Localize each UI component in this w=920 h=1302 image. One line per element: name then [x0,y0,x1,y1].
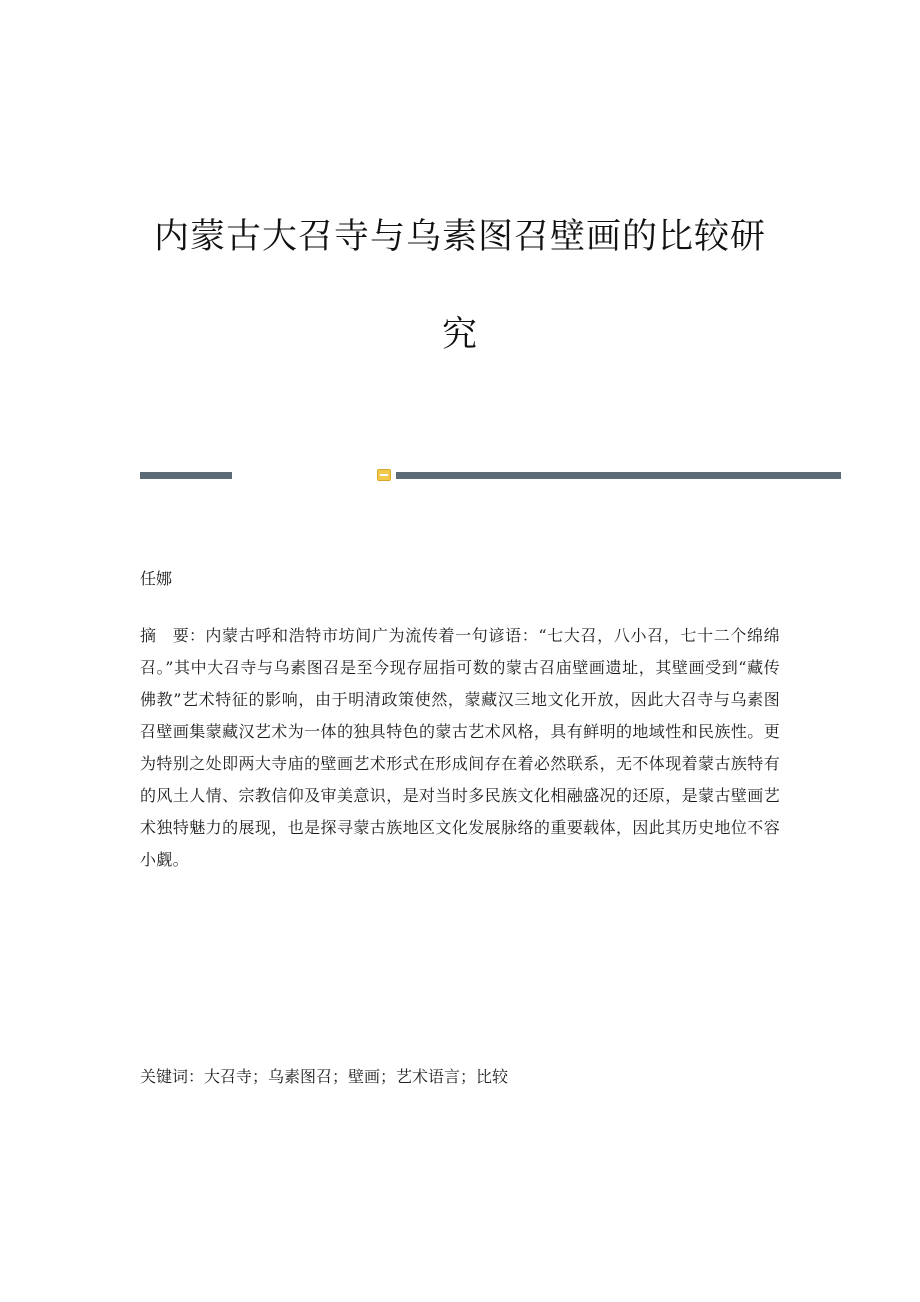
title-divider [140,468,841,482]
divider-bar-right [396,472,841,479]
abstract [140,620,780,876]
keywords-label: 关键词： [140,1067,205,1086]
divider-ornament-icon [377,469,391,481]
keywords-text: 大召寺；乌素图召；壁画；艺术语言；比较 [204,1067,509,1086]
abstract-label: 摘 要： [140,626,206,645]
title-line-2: 究 [441,315,478,355]
divider-bar-left [140,472,232,479]
paper-title [120,188,800,384]
author-name: 任娜 [140,569,173,588]
title-line-1: 内蒙古大召寺与乌素图召壁画的比较研 [153,217,766,257]
keywords [140,1062,780,1092]
abstract-text: 内蒙古呼和浩特市坊间广为流传着一句谚语：“七大召，八小召，七十二个绵绵召。”其中大召寺与乌素图召是至今现存屈指可数的蒙古召庙壁画遗址，其壁画受到“藏传佛教”艺术特征的影响，由于明清政策使然，蒙藏汉三地文化开放，因此大召寺与乌素图召壁画集蒙藏汉艺术为一体的独具特色的蒙古艺术风格，具有鲜明的地域性和民族性。更为特别之处即两大寺庙的壁画艺术形式在形成间存在着必然联系，无不体现着蒙古族特有的风土人情、宗教信仰及审美意识，是对当时多民族文化相融盛况的还原，是蒙古壁画艺术独特魅力的展现，也是探寻蒙古族地区文化发展脉络的重要载体，因此其历史地位不容小觑。 [140,626,780,869]
